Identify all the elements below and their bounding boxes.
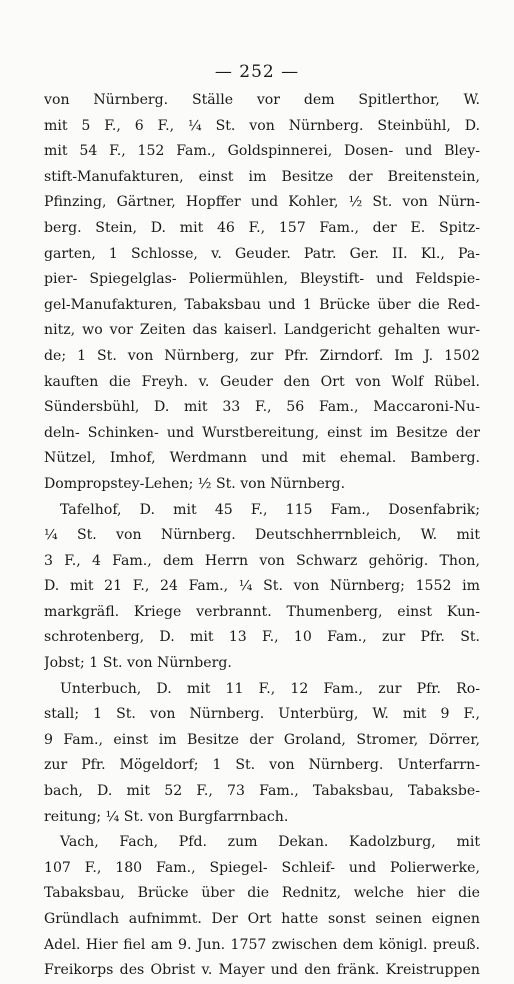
text-line: Pfinzing, Gärtner, Hopffer und Kohler, ½ St. von Nürn-	[44, 194, 480, 211]
text-line: Sündersbühl, D. mit 33 F., 56 Fam., Maccaroni-Nu-	[44, 399, 480, 416]
text-line: Gründlach aufnimmt. Der Ort hatte sonst seinen eignen	[44, 911, 480, 927]
text-line: Vach, Fach, Pfd. zum Dekan. Kadolzburg, mit	[60, 834, 480, 851]
text-line: 9 Fam., einst im Besitze der Groland, Stromer, Dörrer,	[44, 731, 480, 748]
text-line: de; 1 St. von Nürnberg, zur Pfr. Zirndorf. Im J. 1502	[44, 347, 480, 364]
text-line: Freikorps des Obrist v. Mayer und den fränk. Kreistruppen	[44, 962, 480, 979]
text-line: schrotenberg, D. mit 13 F., 10 Fam., zur Pfr. St.	[44, 629, 480, 646]
body-text	[44, 88, 480, 984]
text-line: von Nürnberg. Ställe vor dem Spitlerthor, W.	[44, 92, 480, 108]
text-line: nitz, wo vor Zeiten das kaiserl. Landgericht gehalten wur-	[44, 322, 480, 339]
page-number: — 252 —	[214, 62, 300, 82]
text-line: Tabaksbau, Brücke über die Rednitz, welche hier die	[44, 885, 480, 902]
text-line: stift-Manufakturen, einst im Besitze der Breitenstein,	[44, 168, 480, 185]
text-line: mit 54 F., 152 Fam., Goldspinnerei, Dosen- und Bley-	[44, 143, 480, 160]
text-line: pier- Spiegelglas- Poliermühlen, Bleystift- und Feldspie-	[44, 271, 480, 288]
text-line: mit 5 F., 6 F., ¼ St. von Nürnberg. Steinbühl, D.	[44, 117, 480, 134]
text-line: deln- Schinken- und Wurstbereitung, einst im Besitze der	[44, 424, 480, 441]
text-line: kauften die Freyh. v. Geuder den Ort von Wolf Rübel.	[44, 373, 480, 390]
text-line: stall; 1 St. von Nürnberg. Unterbürg, W. mit 9 F.,	[44, 706, 480, 723]
text-line: Dompropstey-Lehen; ½ St. von Nürnberg.	[44, 475, 346, 492]
text-line: garten, 1 Schlosse, v. Geuder. Patr. Ger. II. Kl., Pa-	[44, 245, 480, 262]
text-line: bach, D. mit 52 F., 73 Fam., Tabaksbau, Tabaksbe-	[44, 783, 480, 800]
text-line: 3 F., 4 Fam., dem Herrn von Schwarz gehörig. Thon,	[44, 552, 480, 569]
text-line: zur Pfr. Mögeldorf; 1 St. von Nürnberg. Unterfarrn-	[44, 757, 480, 774]
text-line: Nützel, Imhof, Werdmann und mit ehemal. Bamberg.	[44, 450, 480, 467]
text-line: ¼ St. von Nürnberg. Deutschherrnbleich, W. mit	[44, 527, 480, 544]
text-line: 107 F., 180 Fam., Spiegel- Schleif- und Polierwerke,	[44, 859, 480, 876]
text-line: Tafelhof, D. mit 45 F., 115 Fam., Dosenfabrik;	[60, 501, 480, 518]
text-line: reitung; ¼ St. von Burgfarrnbach.	[44, 808, 289, 825]
text-line: gel-Manufakturen, Tabaksbau und 1 Brücke über die Red-	[44, 296, 480, 313]
text-line: berg. Stein, D. mit 46 F., 157 Fam., der E. Spitz-	[44, 219, 480, 236]
text-line: Adel. Hier fiel am 9. Jun. 1757 zwischen dem königl. preuß.	[44, 936, 480, 953]
text-line: markgräfl. Kriege verbrannt. Thumenberg, einst Kun-	[44, 603, 480, 620]
text-line: Jobst; 1 St. von Nürnberg.	[44, 655, 232, 672]
text-line: D. mit 21 F., 24 Fam., ¼ St. von Nürnberg; 1552 im	[44, 578, 480, 595]
text-line: Unterbuch, D. mit 11 F., 12 Fam., zur Pfr. Ro-	[60, 680, 480, 697]
